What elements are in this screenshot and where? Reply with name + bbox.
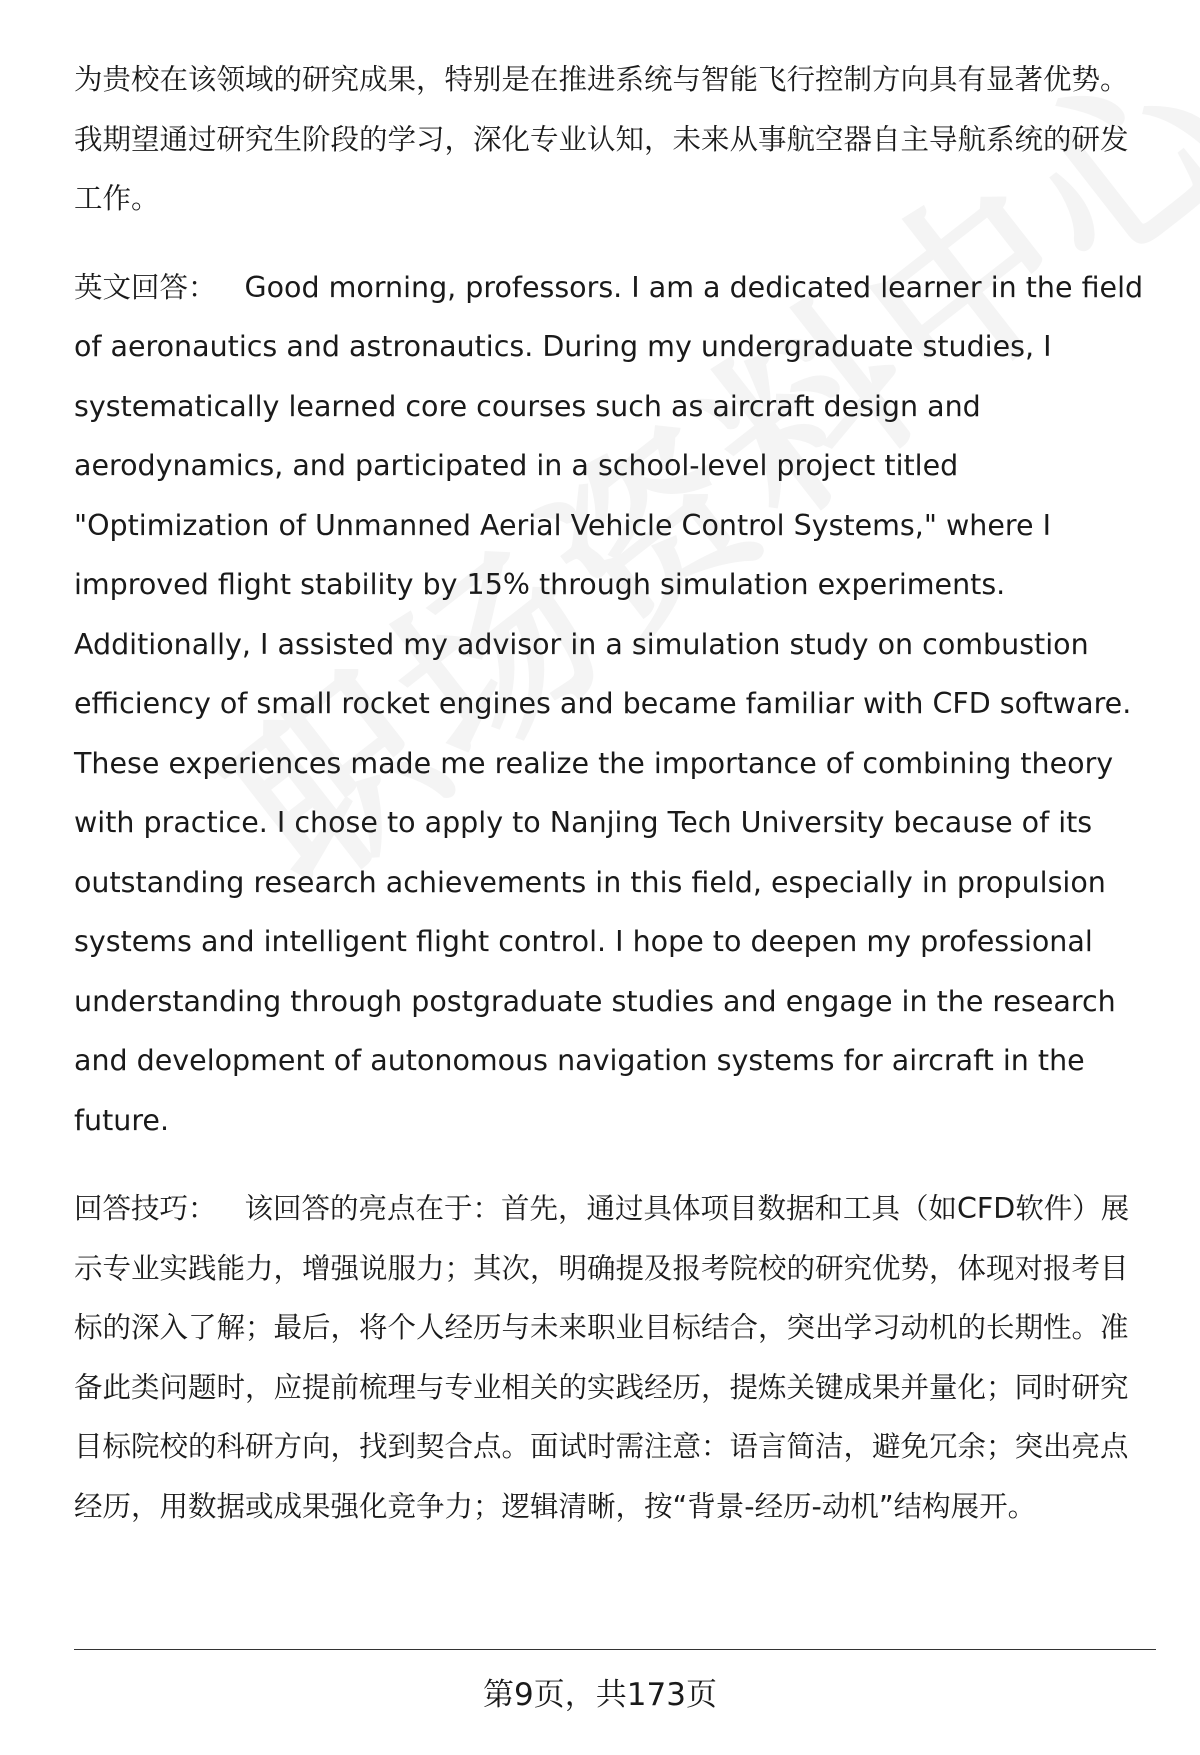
page-number: 第9页，共173页 bbox=[483, 1677, 717, 1713]
footer-divider bbox=[74, 1649, 1156, 1650]
document-body bbox=[74, 50, 1154, 1536]
answer-tips-text: 该回答的亮点在于：首先，通过具体项目数据和工具（如CFD软件）展示专业实践能力，增强说服力；其次，明确提及报考院校的研究优势，体现对报考目标的深入了解；最后，将个人经历与未来职业目标结合，突出学习动机的长期性。准备此类问题时，应提前梳理与专业相关的实践经历，提炼关键成果并量化；同时研究目标院校的科研方向，找到契合点。面试时需注意：语言简洁，避免冗余；突出亮点经历，用数据或成果强化竞争力；逻辑清晰，按“背景-经历-动机”结构展开。 bbox=[74, 1192, 1130, 1523]
english-answer-label: 英文回答： bbox=[74, 270, 217, 304]
english-answer-text: Good morning, professors. I am a dedicated learner in the field of aeronautics and astronautics. During my undergraduate studies, I systematically learned core courses such as aircraft design and aerodynamics, and participated in a school-level project titled "Optimization of Unmanned Aerial Vehicle Control Systems," where I improved flight stability by 15% through simulation experiments. Additionally, I assisted my advisor in a simulation study on combustion efficiency of small rocket engines and became familiar with CFD software. These experiences made me realize the importance of combining theory with practice. I chose to apply to Nanjing Tech University because of its outstanding research achievements in this field, especially in propulsion systems and intelligent flight control. I hope to deepen my professional understanding through postgraduate studies and engage in the research and development of autonomous navigation systems for aircraft in the future. bbox=[74, 270, 1144, 1137]
intro-tail-paragraph: 为贵校在该领域的研究成果，特别是在推进系统与智能飞行控制方向具有显著优势。我期望通过研究生阶段的学习，深化专业认知，未来从事航空器自主导航系统的研发工作。 bbox=[74, 63, 1129, 215]
answer-tips-paragraph bbox=[74, 1179, 1154, 1536]
answer-tips-label: 回答技巧： bbox=[74, 1192, 217, 1225]
english-answer-paragraph bbox=[74, 258, 1154, 1151]
